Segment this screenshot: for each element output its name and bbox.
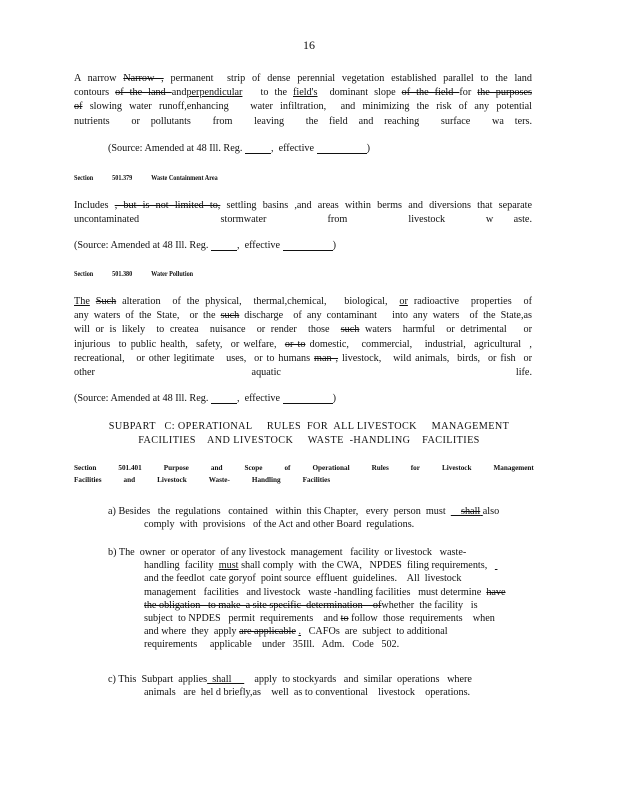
heading-word: Scope (244, 464, 263, 472)
text-line: management facilities and livestock waste -handling facilities must determine have (144, 586, 506, 598)
item-a (108, 505, 536, 531)
heading-word: and (210, 464, 223, 472)
blank-line (211, 240, 237, 251)
section-heading-501-401 (74, 464, 534, 484)
heading-word: Facilities (74, 476, 102, 484)
section-heading-501-379: Section 501.379 Waste Containment Area (74, 174, 218, 182)
text-line: any waters of the State, or the such discharge of any contaminant into any waters of the State,as (74, 310, 532, 322)
text-line: contours of the land andperpendicular to the field's dominant slope of the field for the purposes (74, 87, 532, 99)
blank-line (317, 143, 367, 154)
effective-label: effective (278, 143, 315, 154)
blank-line (245, 143, 271, 154)
heading-word: Section (74, 464, 97, 472)
text-line: nutrients or pollutants from leaving the field and reaching surface wa ters. (74, 115, 532, 127)
section-heading-501-380: Section 501.380 Water Pollution (74, 270, 194, 278)
heading-word: Livestock (157, 476, 187, 484)
heading-word: Facilities (302, 476, 331, 484)
source-label: (Source: Amended at 48 Ill. Reg. (108, 143, 243, 154)
blank-line (283, 393, 333, 404)
text-line: the obligation to make a site specific determination ofwhether the facility is (144, 599, 478, 611)
text-line: c) This Subpart applies shall apply to stockyards and similar operations where (108, 674, 472, 685)
text-line: other aquatic life. (74, 367, 532, 379)
blank-line (211, 393, 237, 404)
text-line: injurious to public health, safety, or welfare, or to domestic, commercial, industrial, agricultural , (74, 338, 532, 350)
text-line: and where they apply are applicable . CAFOs are subject to additional (144, 626, 448, 638)
text-line: The Such alteration of the physical, thermal,chemical, biological, or radioactive properties of (74, 296, 532, 307)
text-line: A narrow Narrow , permanent strip of dense perennial vegetation established parallel to the land (74, 73, 532, 84)
subpart-line-1: SUBPART C: OPERATIONAL RULES FOR ALL LIVESTOCK MANAGEMENT (108, 421, 510, 432)
heading-word: and (123, 476, 136, 484)
text-line: requirements applicable under 35Ill. Adm. Code 502. (144, 639, 400, 651)
source-label: (Source: Amended at 48 Ill. Reg. (74, 240, 209, 251)
section-heading-line (74, 476, 331, 484)
heading-word: Management (493, 464, 534, 472)
section-heading-line (74, 464, 534, 472)
heading-word: for (410, 464, 420, 472)
text-line: animals are hel d briefly,as well as to conventional livestock operations. (144, 687, 471, 699)
text-line: recreational, or other legitimate uses, or to humans man , livestock, wild animals, birds, or fish or (74, 352, 532, 364)
text-line: b) The owner or operator of any livestock management facility or livestock waste- (108, 547, 467, 558)
water-pollution-definition (74, 295, 532, 380)
waste-containment-definition (74, 199, 532, 227)
heading-word: Operational (312, 464, 350, 472)
heading-word: Purpose (163, 464, 189, 472)
text-line: uncontaminated stormwater from livestock w aste. (74, 214, 532, 226)
heading-word: Livestock (441, 464, 472, 472)
heading-word: of (284, 464, 291, 472)
text-line: will or is likely to createa nuisance or render those such waters harmful or detrimental or (74, 324, 532, 336)
text-line: subject to NPDES permit requirements and to follow those requirements when (144, 613, 495, 625)
blank-line (283, 240, 333, 251)
filter-strip-definition (74, 72, 532, 129)
text-line: a) Besides the regulations contained within this Chapter, every person must shall also (108, 506, 500, 517)
text-line: and the feedlot cate goryof point source effluent guidelines. All livestock (144, 573, 462, 585)
source-label: (Source: Amended at 48 Ill. Reg. (74, 393, 209, 404)
source-note: (Source: Amended at 48 Ill. Reg. , effective ) (74, 240, 336, 251)
page-number: 16 (303, 38, 315, 52)
source-note: (Source: Amended at 48 Ill. Reg. , effective ) (108, 143, 370, 154)
item-c (108, 673, 536, 699)
text-line: handling facility must shall comply with the CWA, NPDES filing requirements, (144, 560, 495, 572)
source-note: (Source: Amended at 48 Ill. Reg. , effective ) (74, 393, 336, 404)
subpart-c-heading (0, 420, 618, 448)
text-line: comply with provisions of the Act and other Board regulations. (144, 519, 415, 531)
heading-word: Rules (371, 464, 389, 472)
heading-word: Waste- (208, 476, 230, 484)
heading-word: Handling (251, 476, 281, 484)
heading-word: 501.401 (118, 464, 142, 472)
subpart-line-2: FACILITIES AND LIVESTOCK WASTE -HANDLING FACILITIES (138, 435, 480, 446)
text-line: of slowing water runoff,enhancing water infiltration, and minimizing the risk of any potential (74, 101, 532, 113)
effective-label: effective (244, 393, 281, 404)
text-line: Includes , but is not limited to, settling basins ,and areas within berms and diversions that separate (74, 200, 532, 211)
effective-label: effective (244, 240, 281, 251)
item-b (108, 546, 536, 652)
